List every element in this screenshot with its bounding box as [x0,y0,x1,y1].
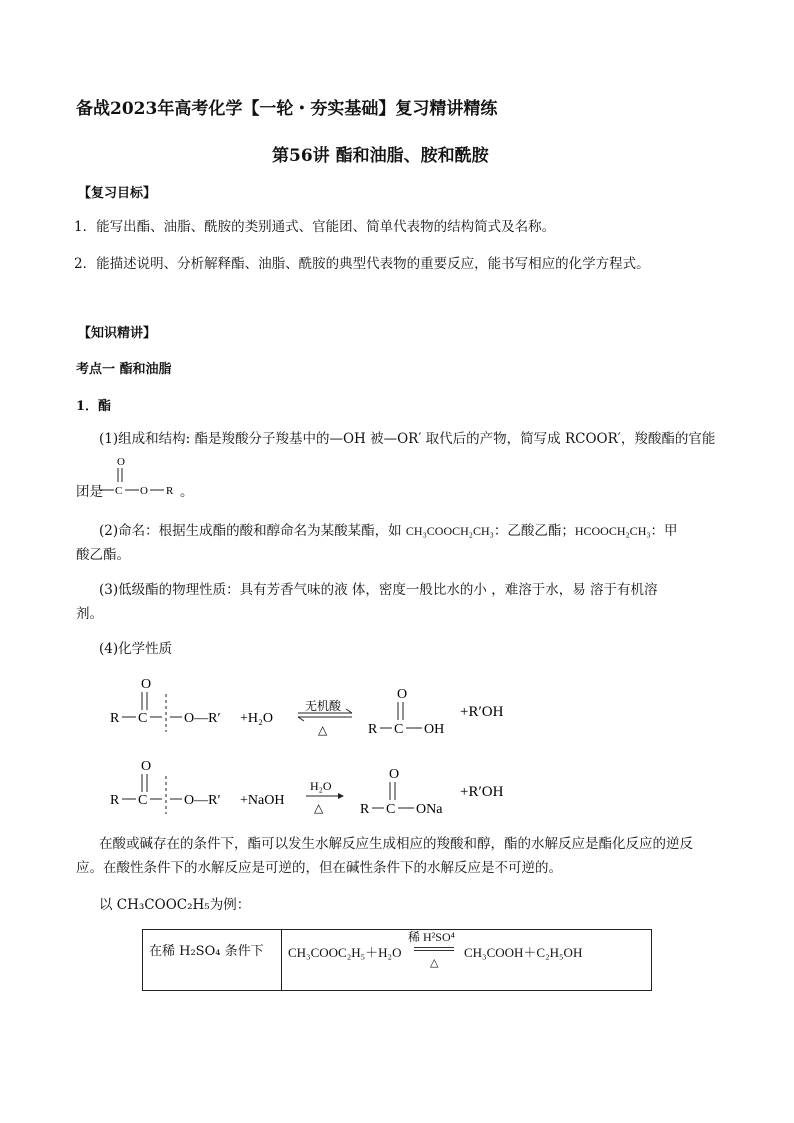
r2-oxygen-top: O [141,759,152,774]
chemical-heading: (4)化学性质 [99,641,173,657]
group-oxygen-2: O [140,485,148,497]
r2-condition: H₂O [310,779,332,793]
reaction-acid-hydrolysis [100,672,540,742]
subsection-ester: 1．酯 [76,399,112,414]
r1-or: O—R′ [184,711,221,726]
review-goals-heading: 【复习目标】 [78,186,157,201]
r2-product-oxygen: O [389,767,400,782]
structure-line-2-suffix: 。 [180,484,194,500]
r1-product-r: R [368,722,378,737]
naming-example-2: HCOOCH₂CH₃ [574,524,651,538]
r1-arrow-tail [298,717,304,721]
group-oxygen: O [117,456,125,468]
condition-cell: 在稀 H₂SO₄ 条件下 [143,930,282,991]
r2-plus-alcohol: +R′OH [460,784,504,800]
r1-heat: △ [318,723,328,737]
r1-product-oxygen: O [397,687,408,702]
naming-text-b: ：乙酸乙酯； [493,523,575,539]
r1-product-oh: OH [424,722,445,737]
knowledge-heading: 【知识精讲】 [78,326,157,341]
ester-functional-group [100,452,190,500]
lecture-title: 第56讲 酯和油脂、胺和酰胺 [272,146,489,166]
r1-c: C [138,711,148,726]
document-title: 备战2023年高考化学【一轮・夯实基础】复习精讲精练 [76,99,498,119]
hydrolysis-line-1: 在酸或碱存在的条件下，酯可以发生水解反应生成相应的羧酸和醇，酯的水解反应是酯化反应的逆反 [99,836,693,852]
r1-product-c: C [394,722,404,737]
structure-line-1: (1)组成和结构: 酯是羧酸分子羧基中的—OH 被—OR′ 取代后的产物，简写成 RCOOR′，羧酸酯的官能 [99,431,716,447]
structure-line-2-prefix: 团是 [76,484,103,500]
example-intro: 以 CH₃COOC₂H₅为例： [99,897,251,913]
naming-example-1: CH₃COOCH₂CH₃ [405,524,494,538]
naming-line-1 [99,520,678,542]
equation-right: CH₃COOH＋C₂H₅OH [464,945,583,960]
r1-plus-alcohol: +R′OH [460,704,504,720]
review-goal-1: 1．能写出酯、油脂、酰胺的类别通式、官能团、简单代表物的结构简式及名称。 [74,219,556,235]
r2-r: R [110,793,120,808]
naming-text-c: ：甲 [650,523,678,539]
group-r: R [166,485,174,497]
physical-line-2: 剂。 [76,606,103,622]
r2-plus-base: +NaOH [240,793,285,808]
equation-cell [282,930,652,991]
r2-product-ona: ONa [416,802,443,817]
r2-product-r: R [360,802,370,817]
hydrolysis-line-2: 应。在酸性条件下的水解反应是可逆的，但在碱性条件下的水解反应是不可逆的。 [76,860,562,876]
r1-oxygen-top: O [141,677,152,692]
group-carbon: C [115,485,123,497]
heat-symbol: △ [430,956,439,969]
review-goal-2: 2．能描述说明、分析解释酯、油脂、酰胺的典型代表物的重要反应，能书写相应的化学方程式。 [74,256,650,272]
point-one-heading: 考点一 酯和油脂 [76,362,172,377]
reaction-base-hydrolysis [100,754,540,824]
naming-text-a: (2)命名：根据生成酯的酸和醇命名为某酸某酯，如 [99,523,406,539]
hydrolysis-table [142,929,652,991]
equilibrium-arrow [414,947,454,951]
r2-product-c: C [386,802,396,817]
equation-left: CH₃COOC₂H₅＋H₂O [288,945,402,960]
physical-line-1: (3)低级酯的物理性质：具有芳香气味的液 体，密度一般比水的小 ，难溶于水，易 溶于有机溶 [99,582,658,598]
r2-or: O—R′ [184,793,221,808]
catalyst-label: 稀 H²SO⁴ [408,930,455,944]
r2-c: C [138,793,148,808]
table-row [143,930,652,991]
r1-catalyst: 无机酸 [305,699,342,713]
r1-plus-water: +H₂O [240,711,273,726]
r1-r: R [110,711,120,726]
r2-heat: △ [314,801,324,815]
naming-line-2: 酸乙酯。 [76,547,130,563]
r2-arrow-head [338,793,344,799]
r1-arrow-head [346,709,352,713]
